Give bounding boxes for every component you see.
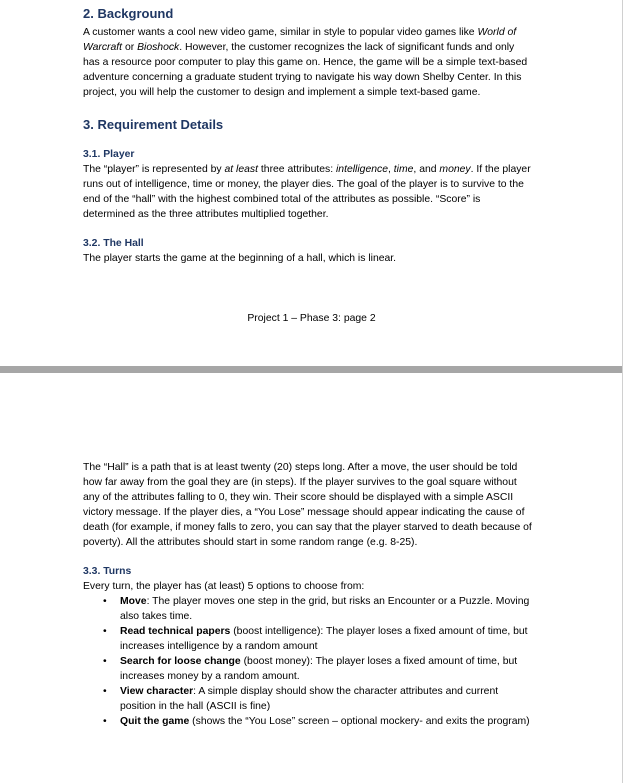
bullet-icon: • [103, 716, 107, 727]
player-heading: 3.1. Player [83, 149, 135, 160]
bullet-icon: • [103, 596, 107, 607]
turn-option-label: View character [120, 686, 194, 697]
background-heading: 2. Background [83, 6, 174, 21]
turn-option-text: (boost intelligence): The player loses a fixed amount of time, but increases intelligence by a random amount [120, 626, 528, 652]
game-title-1: World of Warcraft [83, 27, 517, 53]
turns-heading: 3.3. Turns [83, 566, 132, 577]
bullet-icon: • [103, 686, 107, 697]
turn-options-list [83, 594, 533, 729]
attr-money: money [439, 164, 471, 175]
hall-intro-paragraph: The player starts the game at the beginning of a hall, which is linear. [83, 253, 397, 264]
turn-option-text: : The player moves one step in the grid, but risks an Encounter or a Puzzle. Moving also takes time. [120, 596, 530, 622]
game-title-2: Bioshock [137, 42, 180, 53]
hall-description-paragraph: The “Hall” is a path that is at least twenty (20) steps long. After a move, the user should be told how far away from the goal they are (in steps). If the player survives to the goal square without any of the attributes falling to 0, they win. Their score should be displayed with a simple ASCII victory message. If the player dies, a “You Lose” message should appear indicating the cause of death (for example, if money falls to zero, you can say that the player starved to death because of poverty). All the attributes should start in some random range (e.g. 8-25). [83, 462, 532, 548]
turn-option-item [83, 714, 533, 729]
player-text-1: The “player” is represented by [83, 164, 225, 175]
turn-option-text: (boost money): The player loses a fixed amount of time, but increases money by a random amount. [120, 656, 518, 682]
turns-intro: Every turn, the player has (at least) 5 options to choose from: [83, 581, 365, 592]
comma-2: , and [413, 164, 440, 175]
turn-option-text: : A simple display should show the character attributes and current position in the hall (ASCII is fine) [120, 686, 499, 712]
turn-option-text: (shows the “You Lose” screen – optional mockery- and exits the program) [189, 716, 530, 727]
player-text-3: . If the player runs out of intelligence, time or money, the player dies. The goal of the player is to survive to the end of the “hall” with the highest combined total of the attributes as possible. “Score” is determined as the three attributes multiplied together. [83, 164, 531, 220]
page-separator [0, 366, 623, 373]
turn-option-item [83, 624, 533, 654]
turn-option-label: Quit the game [120, 716, 190, 727]
document-page-1 [0, 0, 623, 366]
bullet-icon: • [103, 626, 107, 637]
turn-option-item [83, 684, 533, 714]
requirements-heading: 3. Requirement Details [83, 117, 224, 132]
document-page-2 [0, 373, 623, 783]
comma-1: , [388, 164, 394, 175]
attr-intelligence: intelligence [336, 164, 388, 175]
player-text-2: three attributes: [258, 164, 336, 175]
background-paragraph [83, 25, 533, 100]
player-paragraph [83, 162, 533, 222]
turn-option-label: Search for loose change [120, 656, 241, 667]
hall-heading: 3.2. The Hall [83, 238, 144, 249]
turn-option-label: Read technical papers [120, 626, 231, 637]
attr-time: time [393, 164, 414, 175]
background-or: or [122, 42, 138, 53]
page-1-body [83, 5, 533, 266]
page-2-body [83, 460, 533, 729]
turn-option-item [83, 654, 533, 684]
background-text-1: A customer wants a cool new video game, similar in style to popular video games like [83, 27, 475, 38]
bullet-icon: • [103, 656, 107, 667]
emphasis-at-least: at least [224, 164, 259, 175]
turn-option-label: Move [120, 596, 147, 607]
turn-option-item [83, 594, 533, 624]
background-text-2: . However, the customer recognizes the lack of significant funds and only has a resource poor computer to play this game on. Hence, the game will be a simple text-based adventure concerning a graduate student trying to navigate his way down Shelby Center. In this project, you will help the customer to design and implement a simple text-based game. [83, 42, 528, 98]
page-footer: Project 1 – Phase 3: page 2 [247, 313, 376, 324]
